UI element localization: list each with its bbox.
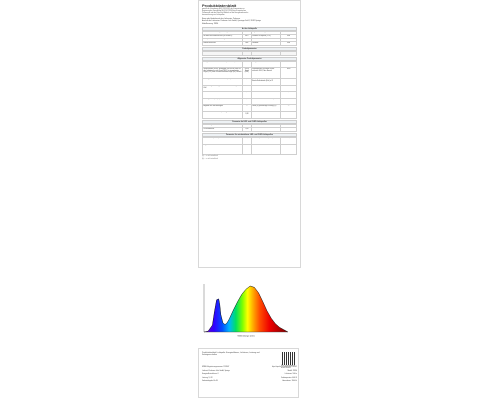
spectral-distribution-chart <box>198 280 292 338</box>
table-cell: Lichtquelle mit Farbabstimmung: <box>203 38 243 42</box>
table-row <box>203 68 297 79</box>
table-row <box>203 137 297 144</box>
table-row <box>203 61 297 68</box>
x-axis-label: Wellenlänge (nm) <box>237 335 255 338</box>
table-cell: Mindestwert für R9 <box>251 85 281 92</box>
table-cell: 4000 <box>281 68 297 79</box>
table-cell: Kolbenform: <box>251 38 281 42</box>
card-row <box>202 367 297 369</box>
intro-line: Parlaments und des Rates im Hinblick auf die Energieverbrauchs- <box>202 13 249 15</box>
section-general-parameters: Allgemeine Produktparameter <box>202 57 297 61</box>
card-header: Produktdatenblatt Lichtquelle: Energieeffizienz, Lichtstrom, Leistung und Farbeigenschaften <box>202 352 260 357</box>
table-cell: F <box>281 61 297 68</box>
footnote: (b) — = nicht zutreffend <box>202 159 218 161</box>
table-cell: Verwendete Beleuchtungstechnologie: <box>203 31 243 35</box>
table-cell: ≤1,0 <box>242 137 251 144</box>
table-row <box>203 128 297 132</box>
table-cell: — <box>242 105 251 112</box>
table-cell: Stroboskopeffekt-Metrik (SVM) <box>251 137 281 144</box>
sheet-intro <box>202 9 297 17</box>
footnote: (a) — = nicht zutreffend <box>202 156 218 158</box>
table-cell: Flimmermetrik (Pst LM) <box>203 137 243 144</box>
table-cell: MLS <box>242 35 251 39</box>
table-cell: — <box>281 105 297 112</box>
column-header: Wert <box>242 52 251 56</box>
table-cell: Energieeffizienzklasse <box>251 61 281 68</box>
table-cell: Farbwiedergabeindex, gerundet auf die nächste ganze Zahl <box>203 85 243 92</box>
table-cell: Energieverbrauch im Ein-Zustand (kWh/1000 h) <box>203 61 243 68</box>
table-cell: Vernetzte Lichtquelle (CLS): <box>251 35 281 39</box>
light-source-type-table <box>202 31 297 46</box>
table-cell: nein <box>281 42 297 46</box>
table-header-row <box>203 52 297 56</box>
table-cell: LED <box>242 31 251 35</box>
table-cell: Angaben zur Gleichwertigkeit <box>203 105 243 112</box>
table-cell: Farbwiedergabeindex R9 <box>203 124 243 128</box>
eprel-info-card <box>198 348 299 398</box>
table-cell: Dimmbar: <box>251 42 281 46</box>
intro-line: gemäß der Verordnung (EU) 2019/2015 der Kommission zur <box>202 9 245 10</box>
card-cell: Lieferant: Paulmann Licht GmbH, Springe <box>202 370 230 372</box>
table-cell: — <box>281 78 297 85</box>
card-cell: EPREL-Registrierungsnummer: 1234567 <box>202 367 230 368</box>
table-cell: Farbkonsistenz in MacAdam-Ellipsen <box>251 98 281 105</box>
table-cell: 0,90 <box>281 92 297 99</box>
product-data-sheet <box>198 0 301 268</box>
card-cell: Farbtemperatur: 4000 K <box>281 377 297 379</box>
table-row <box>203 78 297 85</box>
table-cell: Leistungsaufnahme im Bereitschaftsbetrieb (Psb) in W <box>251 78 281 85</box>
table-cell: Ungebündelt oder gebündelt: <box>251 31 281 35</box>
intro-line: Ergänzung der Verordnung (EU) 2017/1369 des Europäischen <box>202 11 247 13</box>
table-row <box>203 85 297 92</box>
card-row <box>202 381 297 383</box>
section-light-source-type: Art der Lichtquelle <box>202 27 297 31</box>
section-product-parameters: Produktparameter <box>202 47 297 51</box>
column-header: Parameter <box>251 52 281 56</box>
table-cell <box>281 111 297 118</box>
table-cell <box>251 144 281 155</box>
table-cell: — <box>242 124 251 128</box>
table-row <box>203 98 297 105</box>
table-cell: Lichtstromerhalt <box>203 128 243 132</box>
card-row <box>202 371 297 373</box>
table-cell: 6 <box>281 98 297 105</box>
product-parameters-table <box>202 51 297 56</box>
table-cell: Lebensdauerfaktor <box>203 92 243 99</box>
table-cell: Mit oder ohne Netzanschluss (MLS/NMLS): <box>203 35 243 39</box>
table-cell: Angaben zum zusätzlichen Nachweis der Konformität <box>203 144 243 155</box>
table-row <box>203 42 297 46</box>
table-cell: nein <box>281 35 297 39</box>
model-id: Modellkennung: 78856 <box>202 23 219 25</box>
card-rows <box>202 367 297 385</box>
column-header: Parameter <box>203 52 243 56</box>
card-cell: Energieeffizienzklasse: F <box>202 374 219 375</box>
card-row <box>202 378 297 380</box>
table-cell: Blendschutzschild: <box>203 42 243 46</box>
table-cell: 5,5 <box>242 78 251 85</box>
card-cell: Leistung: 5,5 W <box>202 377 213 379</box>
table-cell <box>281 144 297 155</box>
qr-code-icon[interactable] <box>282 352 295 365</box>
table-cell <box>251 128 281 132</box>
column-header: Wert <box>281 52 297 56</box>
table-cell: — <box>281 38 297 42</box>
table-cell <box>251 111 281 118</box>
intro-line: kennzeichnung von Lichtquellen <box>202 15 225 17</box>
table-cell: 0,5 <box>242 98 251 105</box>
table-cell <box>281 128 297 132</box>
table-cell: — <box>281 124 297 128</box>
mains-parameters-table <box>202 137 297 155</box>
supplier-name: Name oder Handelsmarke des Lieferanten: Paulmann <box>202 19 241 21</box>
qr-note: Mehr Informationen zu diesem Produkt <box>281 366 295 369</box>
card-cell: Lebensdauer: 15000 h <box>281 381 297 382</box>
table-cell: Überlebensfaktor <box>251 124 281 128</box>
table-cell: Leistungsfaktor (cos φ1) <box>203 98 243 105</box>
table-cell: Chromatizitätskoordinaten (x und y) <box>203 111 243 118</box>
general-parameters-table <box>202 61 297 119</box>
section-mains-parameters: Parameter für netzbetriebene LED- und OLED-Lichtquellen <box>202 133 297 137</box>
eprel-link[interactable]: https://eprel.ec.europa.eu/qr/1234567 <box>271 367 297 368</box>
table-cell: 0,90 <box>242 92 251 99</box>
table-row <box>203 144 297 155</box>
section-led-parameters: Parameter für LED- und OLED-Lichtquellen <box>202 120 297 124</box>
table-cell: 0,90 <box>242 128 251 132</box>
card-row <box>202 374 297 376</box>
card-cell: Modell: 78856 <box>287 370 297 372</box>
table-cell: Farbtemperatur, gerundet auf die nächsten 100 K, oder Bereich <box>251 68 281 79</box>
spectrum-svg <box>198 280 292 338</box>
table-cell: Leistungsaufnahme im Ein-Zustand (Pon) in W <box>203 78 243 85</box>
table-cell: ≤0,4 <box>281 137 297 144</box>
table-cell: 0,38 / 0,38 <box>242 111 251 118</box>
table-cell: — <box>281 85 297 92</box>
table-cell: nein <box>242 38 251 42</box>
card-cell: Lichtstrom: 500 lm <box>284 374 297 375</box>
table-cell: Nutzlichtstrom (Φuse), mit Angabe, ob sich der Wert auf den Lichtstrom in einer Kugel (360°), in einem breiten Kegel (120°) oder in einem schmalen Kegel (90°) bezieht <box>203 68 243 79</box>
table-row <box>203 111 297 118</box>
supplier-address: Anschrift des Lieferanten: Paulmann Licht GmbH, Quezinger Feld 2, 31832 Springe <box>202 21 261 23</box>
table-cell: 500 in Kugel (360°) <box>242 68 251 79</box>
table-cell: nein <box>242 42 251 46</box>
card-cell: Farbwiedergabe: Ra 80 <box>202 381 218 382</box>
table-row <box>203 92 297 99</box>
table-cell: NDLS <box>281 31 297 35</box>
table-cell: Lichtstromerhalt <box>251 92 281 99</box>
table-cell: Wenn ja, gleichwertige Leistung (W) <box>251 105 281 112</box>
sheet-title: Produktdatenblatt <box>202 3 237 8</box>
led-parameters-table <box>202 124 297 132</box>
table-cell: 80 <box>242 85 251 92</box>
table-cell: — <box>242 144 251 155</box>
table-cell: 6 <box>242 61 251 68</box>
table-row <box>203 105 297 112</box>
